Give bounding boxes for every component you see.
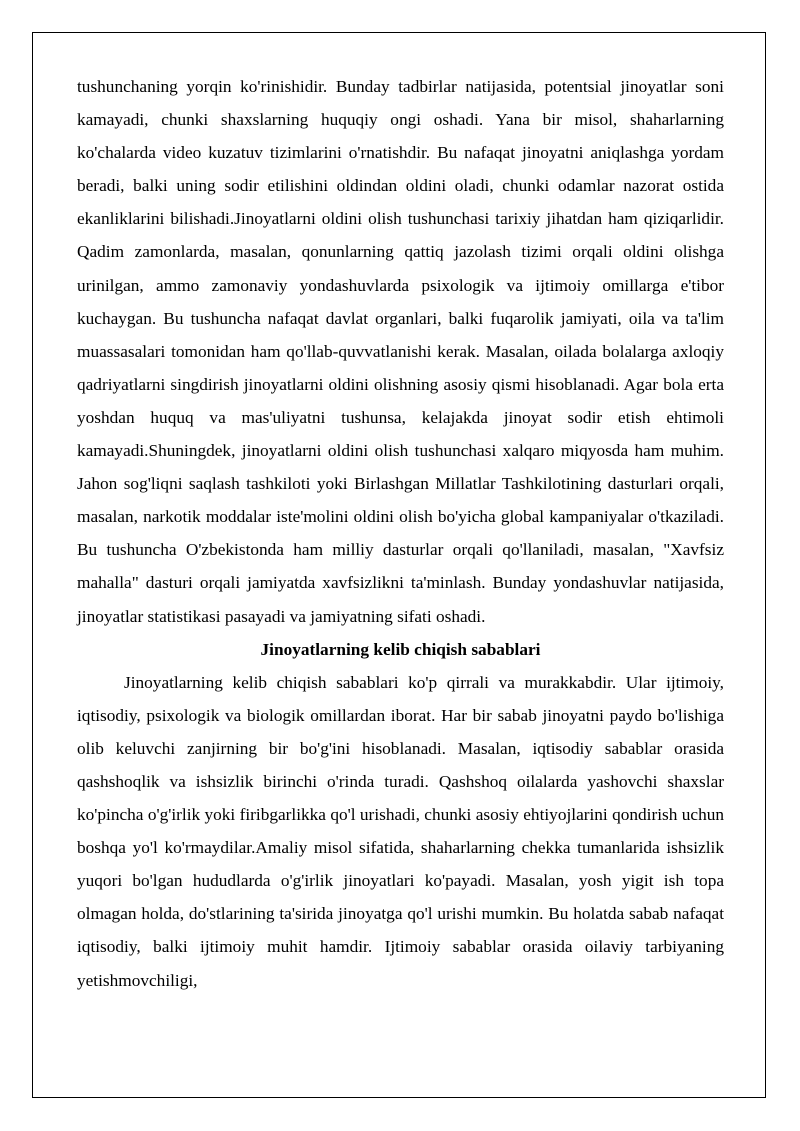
- document-body: [77, 70, 724, 997]
- section-heading: Jinoyatlarning kelib chiqish sabablari: [260, 639, 541, 659]
- body-paragraph: Jinoyatlarning kelib chiqish sabablari ko'p qirrali va murakkabdir. Ular ijtimoiy, iqtisodiy, psixologik va biologik omillardan iborat. Har bir sabab jinoyatni paydo bo'lishiga olib keluvchi zanjirning bir bo'g'ini hisoblanadi. Masalan, iqtisodiy sabablar orasida qashshoqlik va ishsizlik birinchi o'rinda turadi. Qashshoq oilalarda yashovchi shaxslar ko'pincha o'g'irlik yoki firibgarlikka qo'l urishadi, chunki asosiy ehtiyojlarini qondirish uchun boshqa yo'l ko'rmaydilar.Amaliy misol sifatida, shaharlarning chekka tumanlarida ishsizlik yuqori bo'lgan hududlarda o'g'irlik jinoyatlari ko'payadi. Masalan, yosh yigit ish topa olmagan holda, do'stlarining ta'sirida jinoyatga qo'l urishi mumkin. Bu holatda sabab nafaqat iqtisodiy, balki ijtimoiy muhit hamdir. Ijtimoiy sabablar orasida oilaviy tarbiyaning yetishmovchiligi,: [77, 672, 724, 990]
- body-paragraph: tushunchaning yorqin ko'rinishidir. Bunday tadbirlar natijasida, potentsial jinoyatlar soni kamayadi, chunki shaxslarning huquqiy ongi oshadi. Yana bir misol, shaharlarning ko'chalarda video kuzatuv tizimlarini o'rnatishdir. Bu nafaqat jinoyatni aniqlashga yordam beradi, balki uning sodir etilishini oldindan oldini oladi, chunki odamlar nazorat ostida ekanliklarini bilishadi.Jinoyatlarni oldini olish tushunchasi tarixiy jihatdan ham qiziqarlidir. Qadim zamonlarda, masalan, qonunlarning qattiq jazolash tizimi orqali oldini olishga urinilgan, ammo zamonaviy yondashuvlarda psixologik va ijtimoiy omillarga e'tibor kuchaygan. Bu tushuncha nafaqat davlat organlari, balki fuqarolik jamiyati, oila va ta'lim muassasalari tomonidan ham qo'llab-quvvatlanishi kerak. Masalan, oilada bolalarga axloqiy qadriyatlarni singdirish jinoyatlarni oldini olishning asosiy qismi hisoblanadi. Agar bola erta yoshdan huquq va mas'uliyatni tushunsa, kelajakda jinoyat sodir etish ehtimoli kamayadi.Shuningdek, jinoyatlarni oldini olish tushunchasi xalqaro miqyosda ham muhim. Jahon sog'liqni saqlash tashkiloti yoki Birlashgan Millatlar Tashkilotining dasturlari orqali, masalan, narkotik moddalar iste'molini oldini olish bo'yicha global kampaniyalar o'tkaziladi. Bu tushuncha O'zbekistonda ham milliy dasturlar orqali qo'llaniladi, masalan, "Xavfsiz mahalla" dasturi orqali jamiyatda xavfsizlikni ta'minlash. Bunday yondashuvlar natijasida, jinoyatlar statistikasi pasayadi va jamiyatning sifati oshadi.: [77, 77, 724, 626]
